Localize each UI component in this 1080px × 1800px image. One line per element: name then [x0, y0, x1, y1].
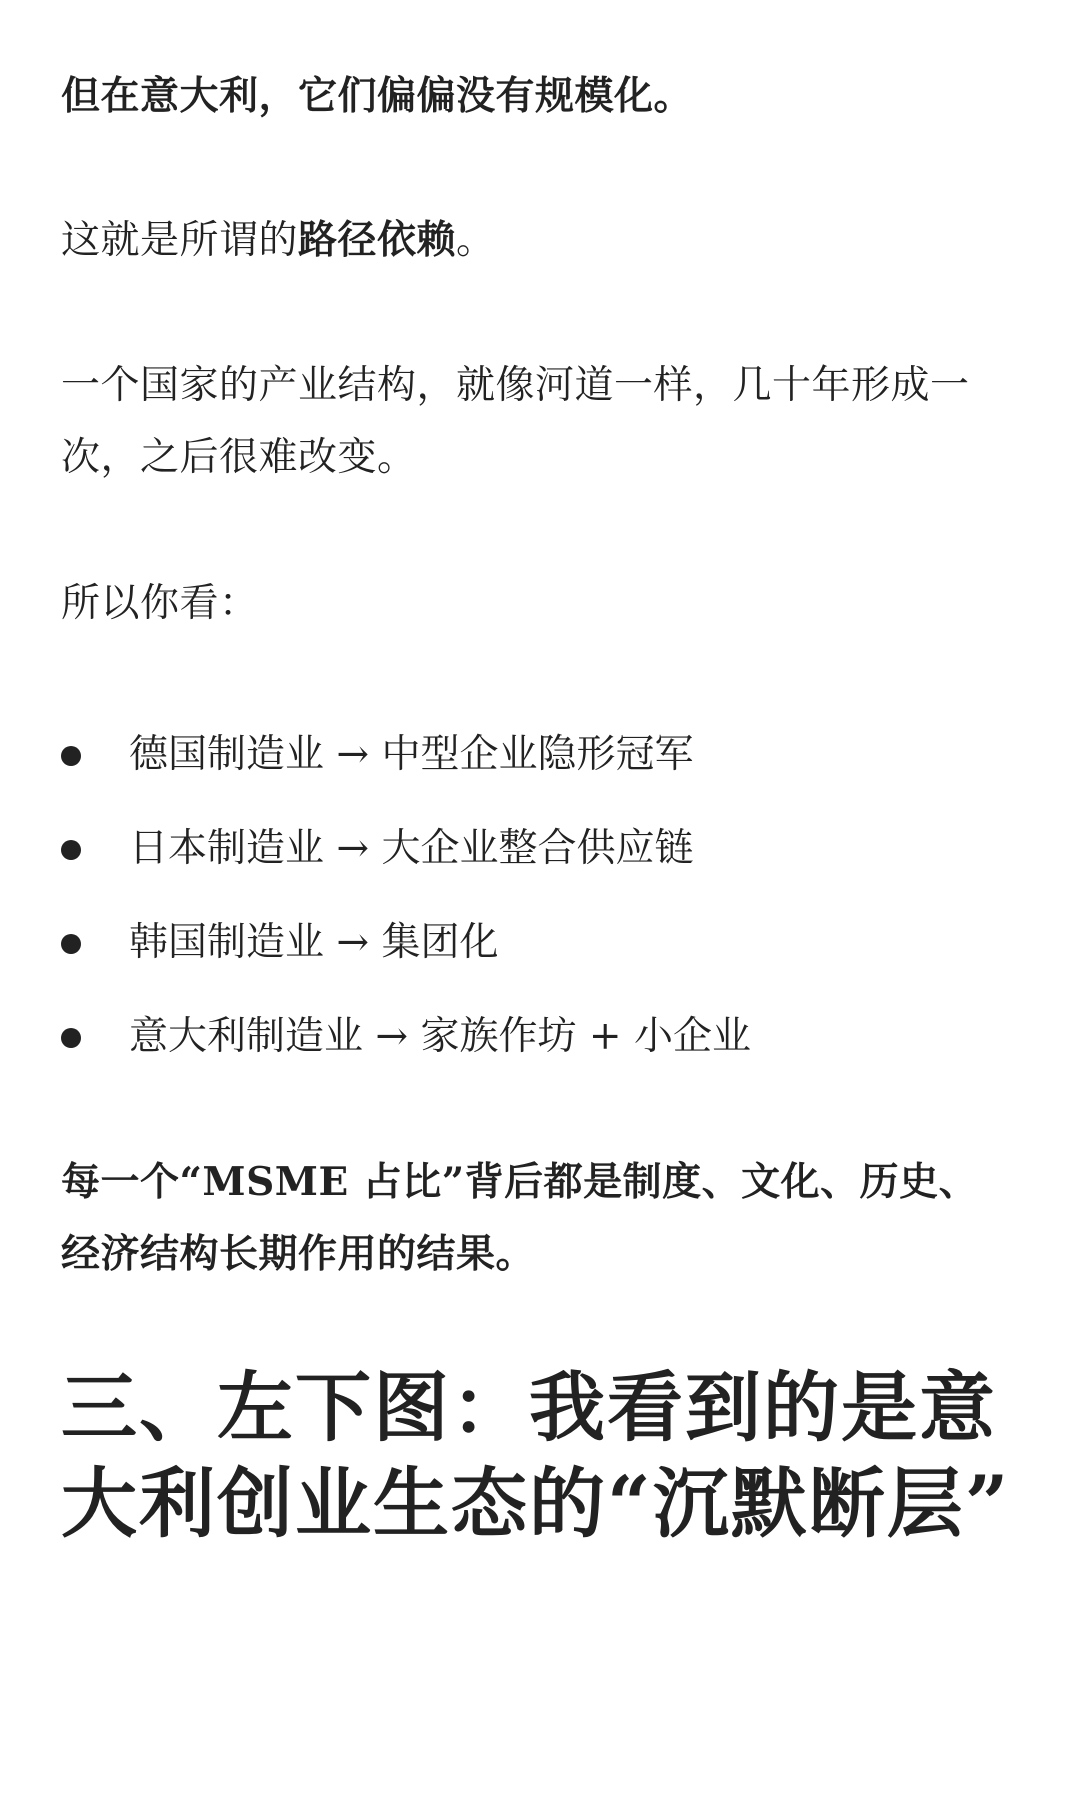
bullet-dot-icon [61, 1028, 81, 1048]
emphasis-path-dependence: 路径依赖 [298, 217, 457, 263]
list-item-text: 德国制造业 → 中型企业隐形冠军 [129, 732, 694, 777]
paragraph-line: 经济结构长期作用的结果。 [61, 1231, 536, 1277]
manufacturing-bullet-list [61, 708, 751, 1084]
bullet-dot-icon [61, 746, 81, 766]
paragraph-so-you-see [61, 568, 259, 640]
list-item [61, 802, 751, 896]
list-item [61, 990, 751, 1084]
list-item-text: 意大利制造业 → 家族作坊 + 小企业 [129, 1014, 751, 1059]
bullet-dot-icon [61, 840, 81, 860]
list-item [61, 896, 751, 990]
list-item-text: 韩国制造业 → 集团化 [129, 920, 499, 965]
paragraph-line: 次，之后很难改变。 [61, 435, 417, 480]
paragraph-text: 这就是所谓的 [61, 218, 299, 263]
paragraph-path-dependence [61, 204, 496, 277]
paragraph-punctuation: 。 [456, 218, 496, 263]
paragraph-line: 所以你看： [61, 581, 259, 626]
list-item [61, 708, 751, 802]
bullet-dot-icon [61, 934, 81, 954]
list-item-text: 日本制造业 → 大企业整合供应链 [129, 826, 694, 871]
paragraph-industry-structure [61, 350, 970, 494]
section-heading-line: 三、左下图：我看到的是意 [61, 1363, 997, 1452]
paragraph-italy-no-scale [61, 60, 693, 132]
section-heading [61, 1360, 1010, 1552]
paragraph-line: 每一个“MSME 占比”背后都是制度、文化、历史、 [61, 1159, 979, 1205]
paragraph-msme-share [61, 1146, 978, 1290]
section-heading-line: 大利创业生态的“沉默断层” [61, 1459, 1011, 1548]
paragraph-line: 但在意大利，它们偏偏没有规模化。 [61, 73, 694, 119]
paragraph-line: 一个国家的产业结构，就像河道一样，几十年形成一 [61, 363, 970, 408]
